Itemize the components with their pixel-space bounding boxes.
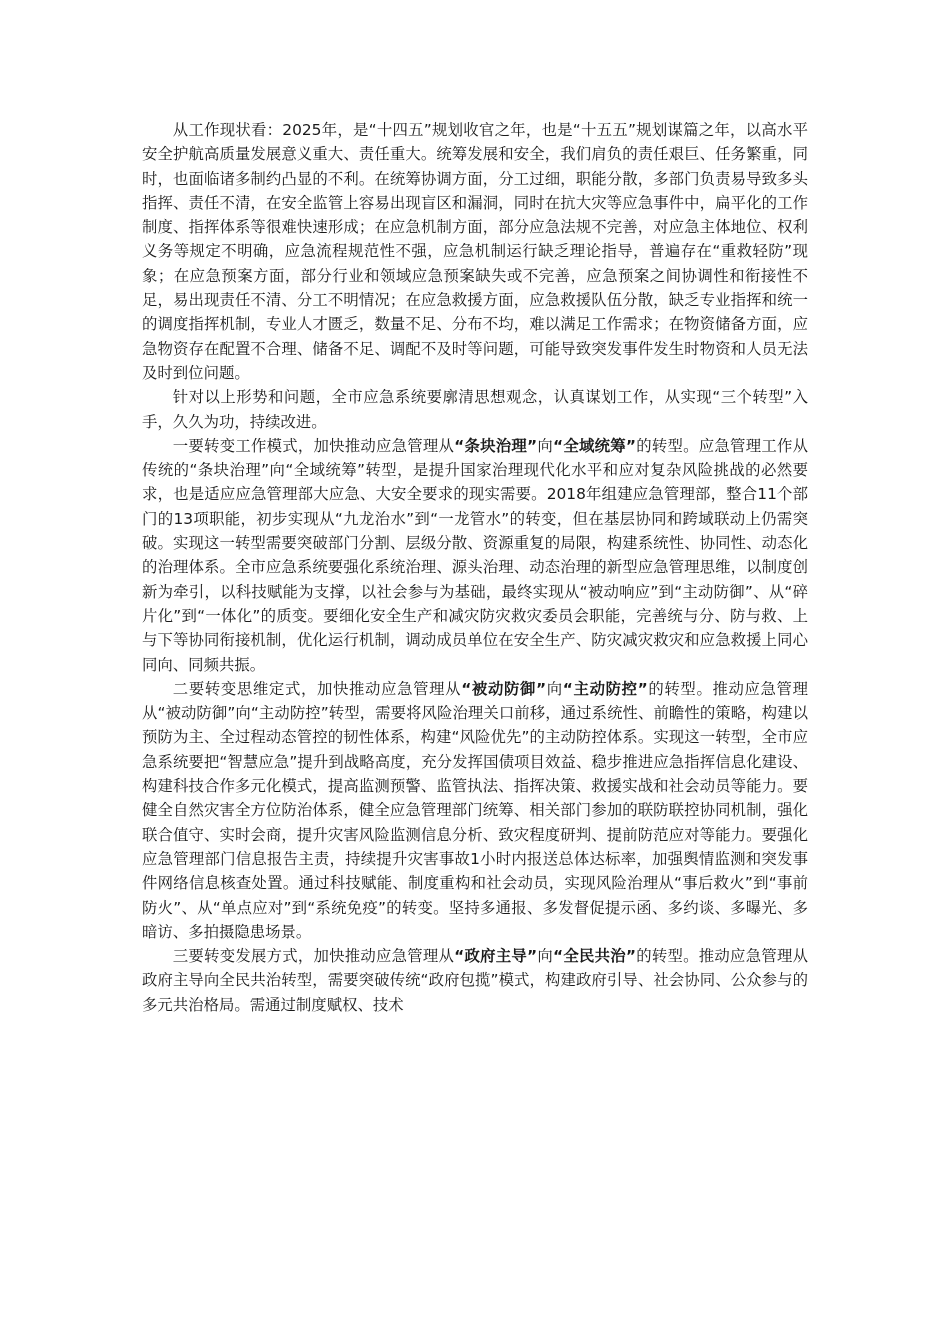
- paragraph-body: 推动应急管理从“被动防御”向“主动防控”转型，需要将风险治理关口前移，通过系统性、前瞻性的策略，构建以预防为主、全过程动态管控的韧性体系，构建“风险优先”的主动防控体系。实现这一转型，全市应急系统要把“智慧应急”提升到战略高度，充分发挥国债项目效益、稳步推进应急指挥信息化建设、构建科技合作多元化模式，提高监测预警、监管执法、指挥决策、救援实战和社会动员等能力。要健全自然灾害全方位防治体系，健全应急管理部门统筹、相关部门参加的联防联控协同机制，强化联合值守、实时会商，提升灾害风险监测信息分析、致灾程度研判、提前防范应对等能力。要强化应急管理部门信息报告主责，持续提升灾害事故1小时内报送总体达标率，加强舆情监测和突发事件网络信息核查处置。通过科技赋能、制度重构和社会动员，实现风险治理从“事后救火”到“事前防火”、从“单点应对”到“系统免疫”的转变。坚持多通报、多发督促提示函、多约谈、多曝光、多暗访、多拍摄隐患场景。: [142, 679, 808, 941]
- bold-phrase: “被动防御”: [461, 679, 547, 698]
- paragraph-lead: 三要转变发展方式，加快推动应急管理从: [172, 947, 455, 966]
- paragraph-lead-connector: 向: [546, 679, 563, 698]
- paragraph-lead: 二要转变思维定式，加快推动应急管理从: [172, 679, 462, 698]
- paragraph-lead-end: 的转型。: [636, 947, 699, 966]
- bold-phrase: “全域统筹”: [553, 436, 637, 455]
- bold-phrase: “条块治理”: [454, 436, 538, 455]
- document-page: [142, 118, 808, 1017]
- bold-phrase: “全民共治”: [553, 947, 637, 966]
- paragraph-transform-development: [142, 944, 808, 1017]
- paragraph-body: 推动应急管理从政府主导向全民共治转型，需要突破传统“政府包揽”模式，构建政府引导、社会协同、公众参与的多元共治格局。需通过制度赋权、技术: [142, 947, 808, 1014]
- paragraph-body: 应急管理工作从传统的“条块治理”向“全域统筹”转型，是提升国家治理现代化水平和应对复杂风险挑战的必然要求，也是适应应急管理部大应急、大安全要求的现实需要。2018年组建应急管理部，整合11个部门的13项职能，初步实现从“九龙治水”到“一龙管水”的转变，但在基层协同和跨域联动上仍需突破。实现这一转型需要突破部门分割、层级分散、资源重复的局限，构建系统性、协同性、动态化的治理体系。全市应急系统要强化系统治理、源头治理、动态治理的新型应急管理思维，以制度创新为牵引，以科技赋能为支撑，以社会参与为基础，最终实现从“被动响应”到“主动防御”、从“碎片化”到“一体化”的质变。要细化安全生产和减灾防灾救灾委员会职能，完善统与分、防与救、上与下等协同衔接机制，优化运行机制，调动成员单位在安全生产、防灾减灾救灾和应急救援上同心同向、同频共振。: [142, 436, 808, 674]
- paragraph-three-transformations-intro: 针对以上形势和问题，全市应急系统要廓清思想观念，认真谋划工作，从实现“三个转型”入手，久久为功，持续改进。: [142, 388, 808, 431]
- paragraph-lead-end: 的转型。: [636, 436, 699, 455]
- bold-phrase: “政府主导”: [454, 947, 538, 966]
- paragraph-lead-connector: 向: [537, 436, 554, 455]
- paragraph-transform-work-mode: [142, 434, 808, 677]
- paragraph-lead-connector: 向: [537, 947, 554, 966]
- bold-phrase: “主动防控”: [562, 679, 648, 698]
- paragraph-lead: 一要转变工作模式，加快推动应急管理从: [172, 436, 455, 455]
- paragraph-current-situation: 从工作现状看：2025年，是“十四五”规划收官之年，也是“十五五”规划谋篇之年，以高水平安全护航高质量发展意义重大、责任重大。统筹发展和安全，我们肩负的责任艰巨、任务繁重，同时，也面临诸多制约凸显的不利。在统筹协调方面，分工过细，职能分散，多部门负责易导致多头指挥、责任不清，在安全监管上容易出现盲区和漏洞，同时在抗大灾等应急事件中，扁平化的工作制度、指挥体系等很难快速形成；在应急机制方面，部分应急法规不完善，对应急主体地位、权利义务等规定不明确，应急流程规范性不强，应急机制运行缺乏理论指导，普遍存在“重救轻防”现象；在应急预案方面，部分行业和领域应急预案缺失或不完善，应急预案之间协调性和衔接性不足，易出现责任不清、分工不明情况；在应急救援方面，应急救援队伍分散，缺乏专业指挥和统一的调度指挥机制，专业人才匮乏，数量不足、分布不均，难以满足工作需求；在物资储备方面，应急物资存在配置不合理、储备不足、调配不及时等问题，可能导致突发事件发生时物资和人员无法及时到位问题。: [142, 121, 808, 382]
- paragraph-lead-end: 的转型。: [647, 679, 713, 698]
- paragraph-transform-mindset: [142, 677, 808, 944]
